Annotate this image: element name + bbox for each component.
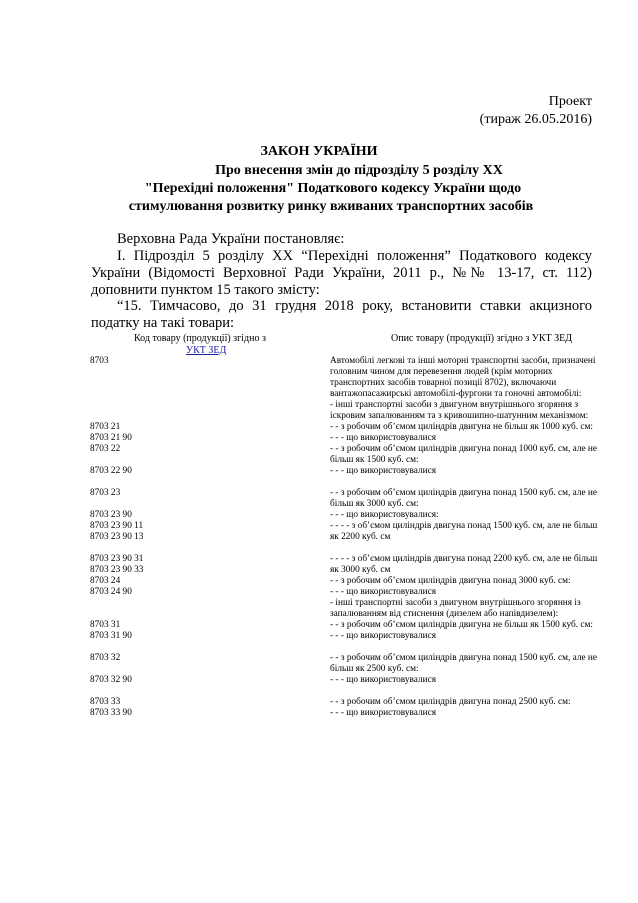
goods-description: - - - що використовувалися [330,675,437,685]
project-label: Проект [548,94,592,109]
table-row [90,675,638,686]
goods-code: 8703 23 90 11 [90,521,144,531]
goods-description: - - з робочим об’ємом циліндрів двигуна понад 1500 куб. см, але не більш як 3000 куб. см: [330,488,598,509]
goods-code: 8703 [90,356,109,366]
goods-description: - - - що використовувалися - інші транспортні засоби з двигуном внутрішнього згоряння із запалюванням від стиснення (дизелем або напівдизелем): [330,587,581,619]
goods-code: 8703 32 90 [90,675,132,685]
goods-code: 8703 32 [90,653,121,663]
title-line-3: стимулювання розвитку ринку вживаних транспортних засобів [128,199,534,214]
table-row [90,433,638,444]
goods-code: 8703 23 90 31 [90,554,144,564]
table-row [90,532,638,543]
goods-code: 8703 23 90 33 [90,565,144,575]
goods-description: - - з робочим об’ємом циліндрів двигуна понад 1500 куб. см, але не більш як 2500 куб. см: [330,653,598,674]
table-row [90,466,638,477]
title-line-1: Про внесення змін до підрозділу 5 розділу ХХ [215,163,503,178]
goods-description: - - - що використовувалися [330,708,437,718]
table-row [90,356,638,422]
goods-code: 8703 31 90 [90,631,132,641]
table-row [90,587,638,620]
goods-description: - - з робочим об’ємом циліндрів двигуна понад 3000 куб. см: [330,576,571,586]
goods-description: - - - що використовувалися [330,631,437,641]
paragraph-amendment [91,248,592,299]
table-row [90,576,638,587]
table-row [90,708,638,719]
goods-description: - - - що використовувалися [330,466,437,476]
goods-description: - - - що використовувалися: [330,510,439,520]
goods-code: 8703 24 [90,576,121,586]
table-row-gap [90,642,638,653]
goods-code: 8703 23 [90,488,121,498]
paragraph-item-15-text: “15. Тимчасово, до 31 грудня 2018 року, встановити ставки акцизного податку на такі товари: [91,298,592,331]
goods-description: - - - - з об’ємом циліндрів двигуна понад 2200 куб. см, але не більш [330,554,598,564]
goods-description: - - з робочим об’ємом циліндрів двигуна понад 2500 куб. см: [330,697,571,707]
goods-description: як 2200 куб. см [330,532,391,542]
goods-code: 8703 21 [90,422,121,432]
goods-description: - - з робочим об’ємом циліндрів двигуна понад 1000 куб. см, але не більш як 1500 куб. см: [330,444,598,465]
goods-code: 8703 24 90 [90,587,132,597]
goods-description: Автомобілі легкові та інші моторні транспортні засоби, призначені головним чином для перевезення людей (крім моторних транспортних засобів товарної позиції 8702), включаючи вантажопасажирські автомобілі-фургони та гоночні автомобілі: - інші транспортні засоби з двигуном внутрішнього згоряння з іскровим запалюванням та з кривошипно-шатунним механізмом: [330,356,596,421]
table-row [90,488,638,510]
ukt-zed-link[interactable]: УКТ ЗЕД [186,345,227,356]
goods-description: - - - - з об’ємом циліндрів двигуна понад 1500 куб. см, але не більш [330,521,598,531]
table-row-gap [90,543,638,554]
goods-description: як 3000 куб. см [330,565,391,575]
table-row [90,697,638,708]
law-heading: ЗАКОН УКРАЇНИ [260,144,378,159]
goods-description: - - з робочим об’ємом циліндрів двигуна не більш як 1000 куб. см: [330,422,593,432]
table-row [90,631,638,642]
table-row [90,653,638,675]
col-desc-header: Опис товару (продукції) згідно з УКТ ЗЕД [391,333,573,344]
goods-code: 8703 31 [90,620,121,630]
paragraph-resolves-text: Верховна Рада України постановляє: [117,231,345,247]
goods-code: 8703 23 90 13 [90,532,144,542]
goods-code: 8703 23 90 [90,510,132,520]
goods-description: - - - що використовувалися [330,433,437,443]
table-row [90,521,638,532]
table-row-gap [90,686,638,697]
goods-table [90,356,638,719]
goods-code: 8703 21 90 [90,433,132,443]
goods-code: 8703 33 [90,697,121,707]
paragraph-item-15 [91,298,592,332]
table-row [90,444,638,466]
table-row [90,510,638,521]
title-line-2: "Перехідні положення" Податкового кодексу України щодо [144,181,522,196]
table-row [90,422,638,433]
circulation-date: (тираж 26.05.2016) [479,112,592,127]
paragraph-amendment-text: І. Підрозділ 5 розділу ХХ “Перехідні положення” Податкового кодексу України (Відомості Верховної Ради України, 2011 р., №№ 13-17, ст. 112) доповнити пунктом 15 такого змісту: [91,248,592,298]
col-code-header: Код товару (продукції) згідно з [134,333,266,344]
goods-code: 8703 22 [90,444,121,454]
table-row [90,620,638,631]
goods-code: 8703 22 90 [90,466,132,476]
table-row [90,565,638,576]
paragraph-resolves [91,231,592,248]
goods-code: 8703 33 90 [90,708,132,718]
goods-description: - - з робочим об’ємом циліндрів двигуна не більш як 1500 куб. см: [330,620,593,630]
table-row-gap [90,477,638,488]
table-row [90,554,638,565]
